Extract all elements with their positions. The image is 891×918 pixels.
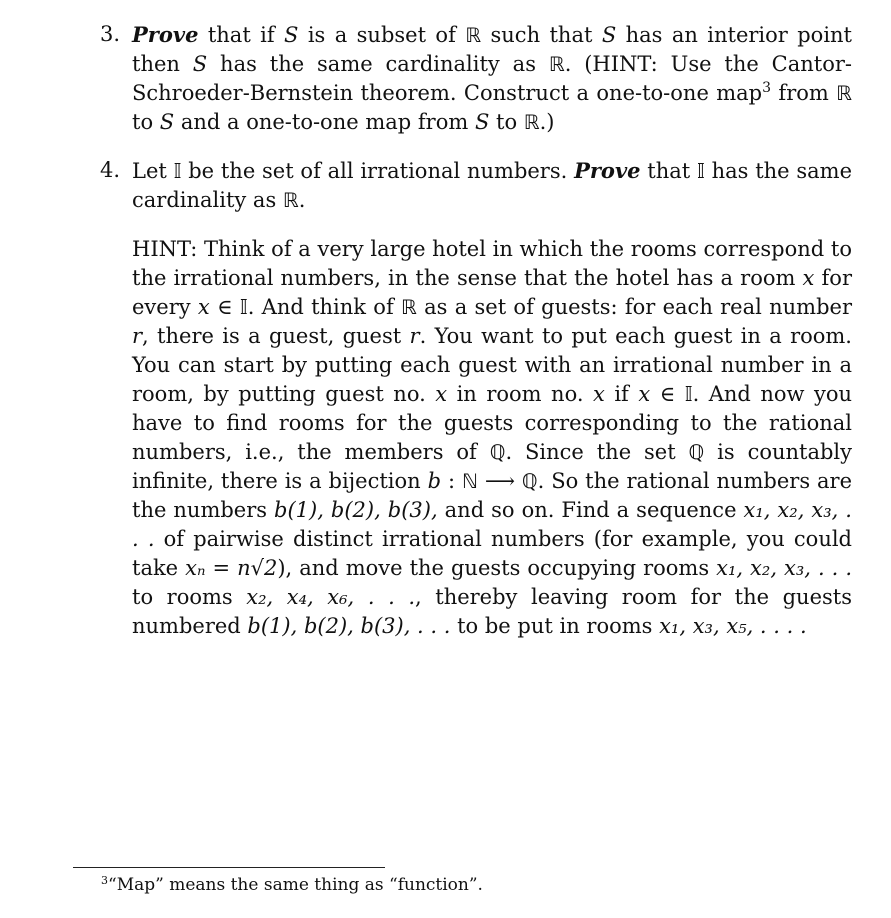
math-b: b <box>427 469 442 493</box>
math-S: S <box>192 52 208 76</box>
problem-3-number: 3. <box>100 22 121 46</box>
footnote-divider <box>73 867 385 868</box>
math-reals: ℝ <box>282 188 299 212</box>
problem-3-body <box>132 20 852 137</box>
math-b-sequence: b(1), b(2), b(3), . . . <box>247 614 451 638</box>
math-x: x <box>197 295 210 319</box>
footnote-text: “Map” means the same thing as “function”. <box>108 875 483 895</box>
math-S: S <box>601 23 617 47</box>
math-x: x <box>638 382 651 406</box>
problem-4-statement: Let 𝕀 be the set of all irrational numbers. Prove that 𝕀 has the same cardinality as ℝ. <box>132 158 852 212</box>
math-S: S <box>474 110 490 134</box>
math-b-list: b(1), b(2), b(3), <box>274 498 438 522</box>
math-reals: ℝ <box>401 295 417 319</box>
math-x-sequence: x₁, x₂, x₃, . . . <box>716 556 852 580</box>
math-S: S <box>284 23 299 47</box>
math-rationals: ℚ <box>688 440 705 464</box>
math-x: x <box>802 266 815 290</box>
math-reals: ℝ <box>836 81 853 105</box>
footnote <box>101 874 483 896</box>
math-irrationals: 𝕀 <box>239 295 248 319</box>
math-irrationals: 𝕀 <box>684 382 693 406</box>
math-x-odd: x₁, x₃, x₅, . . . . <box>659 614 807 638</box>
math-x-sequence: x₁, x₂, x₃, . . . <box>132 498 852 551</box>
math-reals: ℝ <box>548 52 565 76</box>
math-irrationals: 𝕀 <box>173 159 182 183</box>
math-naturals: ℕ <box>461 469 478 493</box>
math-x: x <box>435 382 448 406</box>
math-x-even: x₂, x₄, x₆, . . . <box>246 585 415 609</box>
math-irrationals: 𝕀 <box>696 159 705 183</box>
math-r: r <box>409 324 420 348</box>
problem-4-body <box>132 156 852 641</box>
problem-3-text: Prove that if S is a subset of ℝ such that S has an interior point then S has the same cardinality as ℝ. (HINT: Use the Cantor-Schroeder-Bernstein theorem. Construct a one-to-one map$^3$ from ℝ to S and a one-to-one map from S to ℝ.) <box>132 22 853 134</box>
math-rationals: ℚ <box>489 440 506 464</box>
math-x: x <box>593 382 605 406</box>
footnote-mark: 3 <box>101 874 108 887</box>
problem-4 <box>100 156 852 641</box>
problem-3 <box>100 20 852 137</box>
prove-emphasis: Prove <box>132 22 199 47</box>
problem-4-number: 4. <box>100 158 121 182</box>
math-xn-formula: xₙ = n√2 <box>185 556 278 580</box>
prove-emphasis: Prove <box>574 158 641 183</box>
footnote-reference[interactable]: 3 <box>762 80 772 96</box>
math-S: S <box>159 110 175 134</box>
math-r: r <box>132 324 143 348</box>
math-reals: ℝ <box>523 110 540 134</box>
problem-4-hint: HINT: Think of a very large hotel in which the rooms correspond to the irrational numbers, in the sense that the hotel has a room x for every x ∈ 𝕀. And think of ℝ as a set of guests: for each real number r, there is a guest, guest r. You want to put each guest in a room. You can start by putting each guest with an irrational number in a room, by putting guest no. x in room no. x if x ∈ 𝕀. And now you have to find rooms for the guests corresponding to the rational numbers, i.e., the members of ℚ. Since the set ℚ is countably infinite, there is a bijection b : ℕ ⟶ ℚ. So the rational numbers are the numbers b(1), b(2), b(3), and so on. Find a sequence x₁, x₂, x₃, . . . of pairwise distinct irrational numbers (for example, you could take xₙ = n√2), and move the guests occupying rooms x₁, x₂, x₃, . . . to rooms x₂, x₄, x₆, . . ., thereby leaving room for the guests numbered b(1), b(2), b(3), . . . to be put in rooms x₁, x₃, x₅, . . . . <box>132 237 853 638</box>
math-reals: ℝ <box>465 23 482 47</box>
math-rationals: ℚ <box>521 469 538 493</box>
